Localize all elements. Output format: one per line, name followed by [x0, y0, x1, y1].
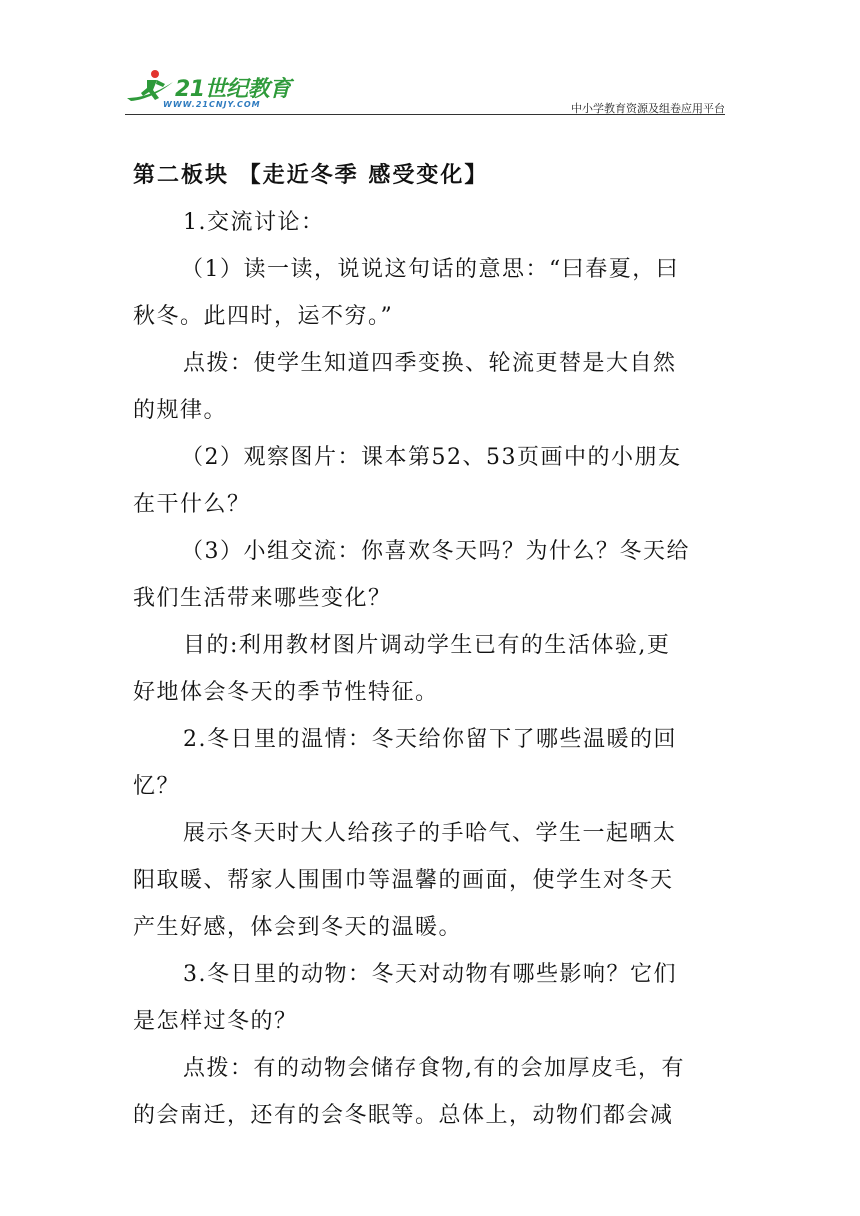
paragraph-line: （1）读一读，说说这句话的意思：“曰春夏，曰 [181, 257, 680, 282]
paragraph-line: 点拨：使学生知道四季变换、轮流更替是大自然 [183, 351, 677, 376]
document-body [133, 152, 733, 1139]
paragraph-line: 的规律。 [133, 398, 228, 423]
paragraph-line: 展示冬天时大人给孩子的手哈气、学生一起晒太 [183, 821, 677, 846]
paragraph-line: 我们生活带来哪些变化？ [133, 586, 392, 611]
paragraph-line: 好地体会冬天的季节性特征。 [133, 680, 439, 705]
paragraph-line: 点拨：有的动物会储存食物,有的会加厚皮毛，有 [183, 1056, 685, 1081]
paragraph-line: 1.交流讨论： [183, 210, 325, 235]
platform-name: 中小学教育资源及组卷应用平台 [571, 102, 725, 115]
paragraph-line: 阳取暖、帮家人围围巾等温馨的画面，使学生对冬天 [133, 868, 674, 893]
paragraph-line: （2）观察图片：课本第52、53页画中的小朋友 [181, 445, 682, 470]
logo-text: 21世纪教育 [175, 77, 291, 102]
paragraph-line: （3）小组交流：你喜欢冬天吗？为什么？冬天给 [181, 539, 690, 564]
paragraph-line: 2.冬日里的温情：冬天给你留下了哪些温暖的回 [183, 727, 677, 752]
logo-url: WWW.21CNJY.COM [163, 100, 261, 109]
paragraph-line: 3.冬日里的动物：冬天对动物有哪些影响？它们 [183, 962, 677, 987]
header-divider [125, 114, 725, 115]
logo [125, 66, 295, 114]
section-heading: 第二板块 【走近冬季 感受变化】 [133, 162, 489, 188]
paragraph-line: 在干什么？ [133, 492, 251, 517]
paragraph-line: 秋冬。此四时，运不穷。” [133, 304, 394, 329]
paragraph-line: 目的:利用教材图片调动学生已有的生活体验,更 [183, 633, 671, 658]
page-header [125, 66, 725, 118]
paragraph-line: 是怎样过冬的？ [133, 1009, 298, 1034]
paragraph-line: 产生好感，体会到冬天的温暖。 [133, 915, 463, 940]
paragraph-line: 忆？ [133, 774, 181, 799]
paragraph-line: 的会南迁，还有的会冬眠等。总体上，动物们都会减 [133, 1103, 674, 1128]
